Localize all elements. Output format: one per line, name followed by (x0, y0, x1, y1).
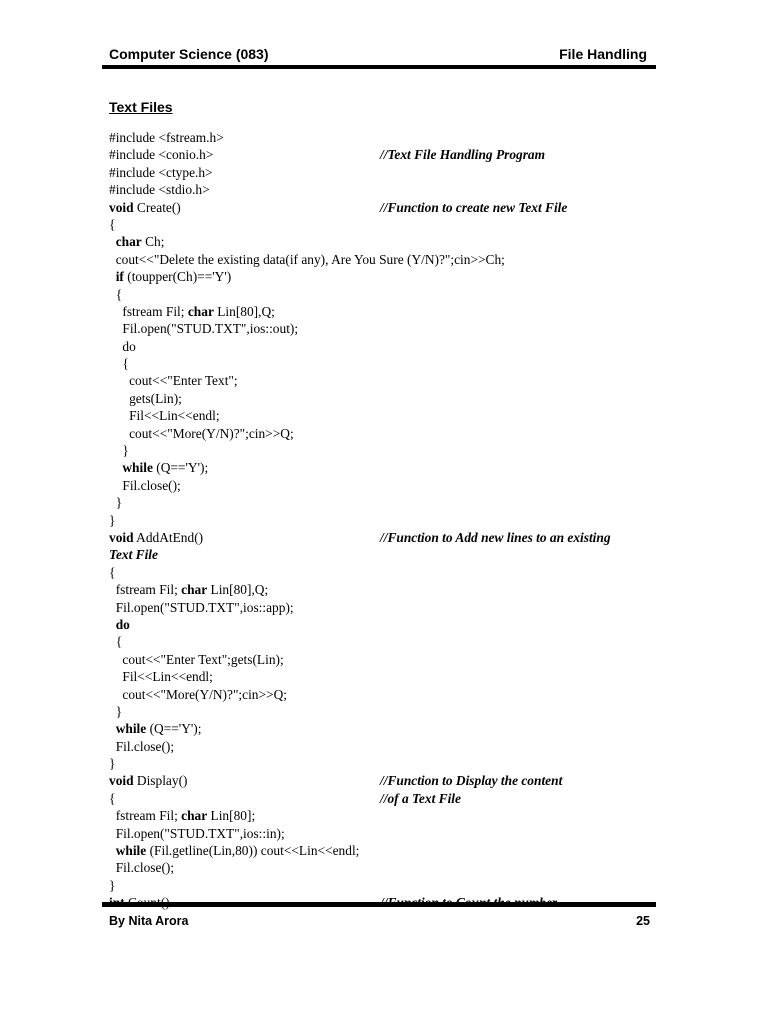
code-line (109, 807, 654, 824)
code-fragment (109, 721, 116, 736)
code-keyword: char (115, 234, 142, 250)
code-text (109, 390, 182, 407)
code-fragment: Fil.close(); (109, 738, 175, 754)
code-line (109, 303, 654, 320)
code-line (109, 877, 654, 894)
code-line (109, 320, 654, 337)
code-text (109, 494, 122, 511)
code-text (109, 807, 255, 824)
code-text (109, 842, 359, 859)
code-fragment: } (109, 443, 129, 459)
code-fragment: Fil.open("STUD.TXT",ios::app); (109, 599, 294, 615)
code-fragment: cout<<"More(Y/N)?";cin>>Q; (109, 686, 287, 702)
code-keyword: void (109, 529, 134, 545)
code-line (109, 459, 654, 476)
code-text (109, 459, 208, 476)
code-fragment (109, 269, 116, 284)
code-fragment: fstream Fil; (109, 303, 188, 319)
code-line (109, 216, 654, 233)
code-text (109, 233, 164, 250)
code-fragment: Fil<<Lin<<endl; (109, 408, 220, 424)
code-fragment: do (109, 338, 136, 354)
code-keyword: while (122, 460, 153, 476)
code-comment: //Function to Display the content (380, 773, 563, 789)
code-text (109, 616, 130, 633)
code-line (109, 512, 654, 529)
code-fragment: } (109, 703, 123, 719)
code-keyword: void (109, 773, 134, 789)
code-text (109, 703, 122, 720)
code-fragment: } (109, 495, 123, 511)
code-fragment: Lin[80]; (207, 808, 256, 824)
code-fragment: Lin[80],Q; (213, 303, 275, 319)
code-text (109, 686, 287, 703)
code-line (109, 181, 654, 198)
code-line (109, 546, 654, 563)
code-line (109, 599, 654, 616)
code-text (109, 772, 188, 789)
code-text (109, 355, 129, 372)
code-text (109, 129, 224, 146)
code-line (109, 355, 654, 372)
code-line (109, 442, 654, 459)
code-text (109, 755, 115, 772)
code-line (109, 286, 654, 303)
code-text (109, 164, 213, 181)
code-line (109, 633, 654, 650)
code-fragment: (Q=='Y'); (152, 460, 209, 476)
code-fragment: cout<<"Delete the existing data(if any), Are You Sure (Y/N)?";cin>>Ch; (109, 251, 505, 267)
code-fragment: cout<<"Enter Text";gets(Lin); (109, 651, 284, 667)
code-line (109, 564, 654, 581)
code-text (109, 738, 174, 755)
code-text (109, 651, 284, 668)
code-text (109, 425, 294, 442)
code-fragment: { (109, 216, 116, 232)
code-line (109, 772, 654, 789)
code-line (109, 616, 654, 633)
code-fragment: Fil.close(); (109, 477, 181, 493)
code-fragment: { (109, 564, 116, 580)
code-fragment: } (109, 756, 116, 772)
code-fragment: Fil<<Lin<<endl; (109, 669, 213, 685)
code-keyword: void (109, 199, 134, 215)
code-fragment (109, 617, 116, 632)
code-text (109, 303, 275, 320)
code-text (109, 216, 115, 233)
code-fragment: } (109, 877, 116, 893)
code-line (109, 372, 654, 389)
code-text (109, 599, 294, 616)
code-line (109, 477, 654, 494)
code-keyword: char (181, 582, 208, 598)
code-fragment: { (109, 356, 129, 372)
code-line (109, 686, 654, 703)
footer-author: By Nita Arora (109, 914, 189, 928)
code-comment: //Function to Add new lines to an existing (380, 529, 611, 545)
header-topic: File Handling (559, 46, 647, 62)
code-line (109, 651, 654, 668)
code-fragment: { (109, 286, 123, 302)
code-line (109, 390, 654, 407)
code-line (109, 268, 654, 285)
code-text (109, 199, 181, 216)
code-text (109, 320, 298, 337)
code-text (109, 859, 174, 876)
code-fragment: (Q=='Y'); (146, 721, 202, 737)
code-fragment (109, 460, 122, 475)
code-line (109, 407, 654, 424)
code-text (109, 477, 181, 494)
code-line (109, 755, 654, 772)
code-fragment: #include <conio.h> (109, 147, 214, 163)
code-fragment: #include <stdio.h> (109, 182, 210, 198)
code-fragment: Fil.open("STUD.TXT",ios::in); (109, 825, 285, 841)
code-text (109, 442, 129, 459)
code-text (109, 251, 505, 268)
code-fragment (109, 843, 116, 858)
code-text (109, 564, 115, 581)
code-line (109, 233, 654, 250)
code-text (109, 512, 115, 529)
code-line (109, 738, 654, 755)
code-line (109, 146, 654, 163)
code-text (109, 338, 136, 355)
code-fragment: #include <fstream.h> (109, 130, 224, 145)
code-fragment: cout<<"More(Y/N)?";cin>>Q; (109, 425, 294, 441)
section-title: Text Files (109, 99, 173, 115)
code-line (109, 494, 654, 511)
code-fragment: Fil.open("STUD.TXT",ios::out); (109, 321, 299, 337)
page-footer (109, 914, 650, 928)
code-line (109, 668, 654, 685)
code-fragment: Display() (133, 773, 188, 789)
code-keyword: char (181, 808, 208, 824)
code-keyword: while (115, 843, 147, 859)
code-comment-continuation: Text File (109, 547, 158, 563)
code-line (109, 790, 654, 807)
code-line (109, 251, 654, 268)
code-fragment (109, 234, 116, 249)
code-text (109, 372, 238, 389)
code-line (109, 859, 654, 876)
code-fragment: Fil.close(); (109, 860, 175, 876)
code-text (109, 668, 213, 685)
code-listing (109, 129, 654, 901)
code-fragment: Lin[80],Q; (207, 582, 269, 598)
code-text (109, 268, 231, 285)
code-fragment: { (109, 790, 116, 806)
code-fragment: { (109, 634, 123, 650)
code-line (109, 842, 654, 859)
code-fragment: fstream Fil; (109, 582, 182, 598)
code-text (109, 181, 210, 198)
code-line (109, 129, 654, 146)
code-text (109, 529, 203, 546)
code-fragment: } (109, 512, 116, 528)
code-comment: //of a Text File (380, 790, 461, 806)
code-line (109, 720, 654, 737)
code-fragment: gets(Lin); (109, 390, 182, 406)
code-keyword: do (115, 616, 130, 632)
code-fragment: #include <ctype.h> (109, 164, 213, 180)
code-line (109, 425, 654, 442)
code-fragment: cout<<"Enter Text"; (109, 373, 238, 389)
code-keyword: if (115, 269, 124, 285)
code-line (109, 164, 654, 181)
code-line (109, 199, 654, 216)
code-fragment: AddAtEnd() (133, 529, 204, 545)
code-line (109, 338, 654, 355)
code-fragment: fstream Fil; (109, 808, 182, 824)
code-line (109, 529, 654, 546)
code-text (109, 407, 220, 424)
code-keyword: while (115, 721, 147, 737)
code-line (109, 703, 654, 720)
header-subject: Computer Science (083) (109, 46, 269, 62)
code-line (109, 581, 654, 598)
code-text (109, 720, 201, 737)
page-number: 25 (636, 914, 650, 928)
code-text (109, 633, 122, 650)
code-fragment: Ch; (141, 234, 165, 250)
footer-rule (102, 902, 656, 907)
code-text (109, 877, 115, 894)
code-line (109, 825, 654, 842)
code-keyword: char (187, 303, 214, 319)
code-text (109, 825, 285, 842)
code-text (109, 146, 213, 163)
code-fragment: Create() (133, 199, 181, 215)
code-fragment: (Fil.getline(Lin,80)) cout<<Lin<<endl; (146, 843, 360, 859)
code-text (109, 581, 268, 598)
code-comment: //Function to create new Text File (380, 199, 568, 215)
code-fragment: (toupper(Ch)=='Y') (123, 269, 232, 285)
code-comment: //Text File Handling Program (380, 147, 546, 163)
code-text (109, 790, 115, 807)
code-text (109, 286, 122, 303)
page-header (109, 46, 647, 62)
header-rule (102, 65, 656, 69)
